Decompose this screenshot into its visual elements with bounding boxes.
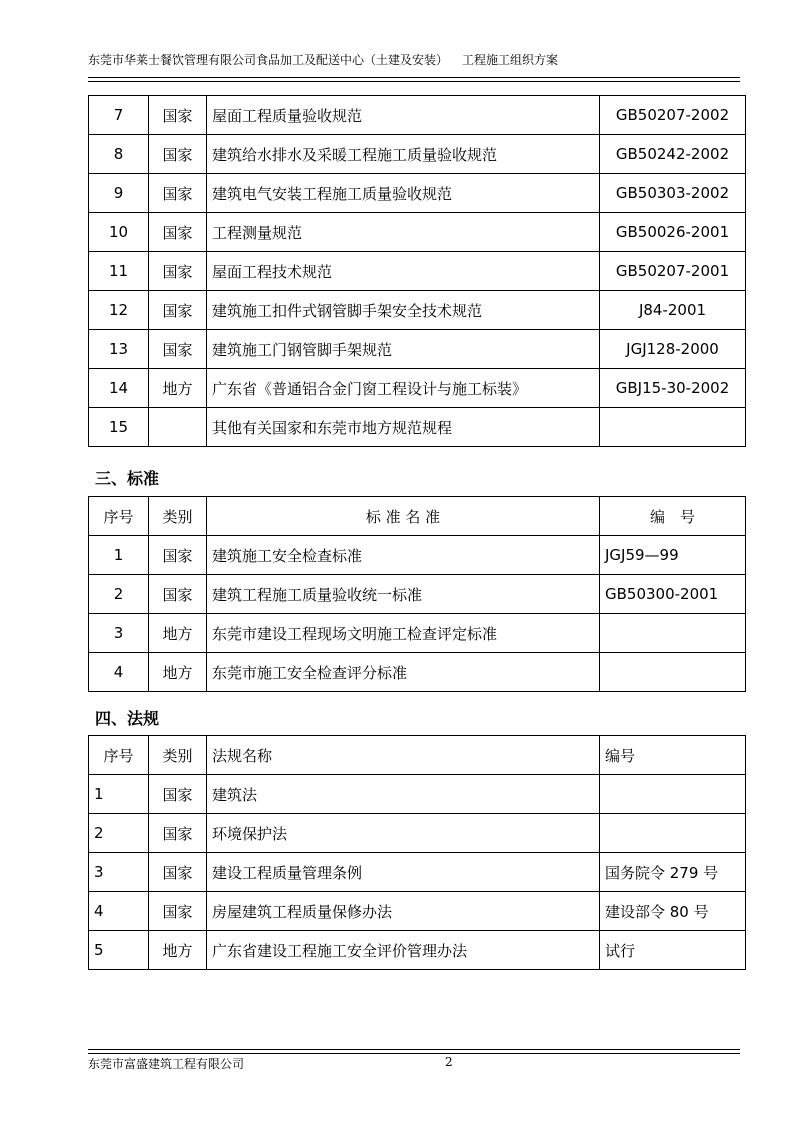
cell-no: 4 [89, 653, 149, 692]
cell-category: 国家 [149, 330, 207, 369]
table-row [89, 814, 746, 853]
cell-code: GB50207-2001 [600, 252, 746, 291]
cell-name: 建筑施工安全检查标准 [207, 536, 600, 575]
col-header-name: 法规名称 [207, 736, 600, 775]
cell-no: 10 [89, 213, 149, 252]
cell-no: 5 [89, 931, 149, 970]
page-footer [88, 1055, 740, 1072]
cell-category: 国家 [149, 96, 207, 135]
header-rule [88, 77, 740, 82]
cell-name: 建筑施工门钢管脚手架规范 [207, 330, 600, 369]
cell-no: 1 [89, 775, 149, 814]
cell-name: 其他有关国家和东莞市地方规范规程 [207, 408, 600, 447]
cell-no: 2 [89, 575, 149, 614]
cell-code: 国务院令 279 号 [600, 853, 746, 892]
cell-code [600, 614, 746, 653]
cell-category: 国家 [149, 892, 207, 931]
table-row [89, 135, 746, 174]
cell-name: 建筑工程施工质量验收统一标准 [207, 575, 600, 614]
cell-no: 13 [89, 330, 149, 369]
cell-category: 国家 [149, 213, 207, 252]
col-header-no: 序号 [89, 497, 149, 536]
regulations-header-row [89, 736, 746, 775]
cell-no: 9 [89, 174, 149, 213]
cell-name: 广东省《普通铝合金门窗工程设计与施工标装》 [207, 369, 600, 408]
table-row [89, 96, 746, 135]
page-header [88, 52, 740, 68]
cell-code: 建设部令 80 号 [600, 892, 746, 931]
table-row [89, 575, 746, 614]
page-number: 2 [445, 1055, 453, 1069]
cell-name: 建筑给水排水及采暖工程施工质量验收规范 [207, 135, 600, 174]
col-header-category: 类别 [149, 736, 207, 775]
cell-name: 房屋建筑工程质量保修办法 [207, 892, 600, 931]
table-row [89, 408, 746, 447]
regulations-section-title: 四、法规 [95, 709, 160, 728]
cell-code: GB50026-2001 [600, 213, 746, 252]
cell-no: 12 [89, 291, 149, 330]
cell-name: 建筑施工扣件式钢管脚手架安全技术规范 [207, 291, 600, 330]
cell-name: 建筑电气安装工程施工质量验收规范 [207, 174, 600, 213]
cell-name: 建设工程质量管理条例 [207, 853, 600, 892]
col-header-name: 标 准 名 准 [207, 497, 600, 536]
cell-code [600, 814, 746, 853]
cell-code: JGJ59—99 [600, 536, 746, 575]
col-header-code: 编 号 [600, 497, 746, 536]
table-row [89, 892, 746, 931]
cell-category: 国家 [149, 252, 207, 291]
cell-code: GB50242-2002 [600, 135, 746, 174]
cell-no: 3 [89, 614, 149, 653]
standards-header-row [89, 497, 746, 536]
cell-code: JGJ128-2000 [600, 330, 746, 369]
cell-name: 工程测量规范 [207, 213, 600, 252]
cell-category [149, 408, 207, 447]
cell-code [600, 408, 746, 447]
table-row [89, 252, 746, 291]
cell-name: 东莞市施工安全检查评分标准 [207, 653, 600, 692]
cell-code [600, 653, 746, 692]
standards-table [88, 496, 746, 692]
specs-table [88, 95, 746, 447]
cell-category: 国家 [149, 814, 207, 853]
cell-code: GB50207-2002 [600, 96, 746, 135]
cell-no: 11 [89, 252, 149, 291]
cell-no: 7 [89, 96, 149, 135]
footer-rule [88, 1049, 740, 1054]
table-row [89, 931, 746, 970]
cell-code: 试行 [600, 931, 746, 970]
cell-name: 建筑法 [207, 775, 600, 814]
cell-no: 2 [89, 814, 149, 853]
table-row [89, 536, 746, 575]
cell-category: 国家 [149, 775, 207, 814]
col-header-no: 序号 [89, 736, 149, 775]
cell-category: 地方 [149, 614, 207, 653]
table-row [89, 653, 746, 692]
cell-category: 地方 [149, 653, 207, 692]
cell-category: 国家 [149, 853, 207, 892]
footer-company: 东莞市富盛建筑工程有限公司 [88, 1057, 245, 1071]
cell-name: 屋面工程质量验收规范 [207, 96, 600, 135]
col-header-category: 类别 [149, 497, 207, 536]
cell-name: 广东省建设工程施工安全评价管理办法 [207, 931, 600, 970]
table-row [89, 775, 746, 814]
table-row [89, 369, 746, 408]
cell-category: 地方 [149, 931, 207, 970]
cell-code: J84-2001 [600, 291, 746, 330]
col-header-code: 编号 [600, 736, 746, 775]
table-row [89, 213, 746, 252]
table-row [89, 291, 746, 330]
cell-code: GB50303-2002 [600, 174, 746, 213]
header-document-title: 工程施工组织方案 [462, 53, 559, 67]
cell-no: 1 [89, 536, 149, 575]
cell-category: 国家 [149, 174, 207, 213]
cell-code [600, 775, 746, 814]
cell-no: 8 [89, 135, 149, 174]
cell-no: 15 [89, 408, 149, 447]
cell-category: 地方 [149, 369, 207, 408]
cell-category: 国家 [149, 135, 207, 174]
regulations-table [88, 735, 746, 970]
cell-category: 国家 [149, 575, 207, 614]
cell-category: 国家 [149, 291, 207, 330]
cell-name: 东莞市建设工程现场文明施工检查评定标准 [207, 614, 600, 653]
table-row [89, 330, 746, 369]
cell-category: 国家 [149, 536, 207, 575]
table-row [89, 853, 746, 892]
cell-no: 3 [89, 853, 149, 892]
table-row [89, 614, 746, 653]
cell-code: GB50300-2001 [600, 575, 746, 614]
cell-name: 屋面工程技术规范 [207, 252, 600, 291]
cell-name: 环境保护法 [207, 814, 600, 853]
table-row [89, 174, 746, 213]
header-project-title: 东莞市华莱士餐饮管理有限公司食品加工及配送中心（土建及安装） [88, 53, 449, 67]
standards-section-title: 三、标准 [95, 469, 160, 488]
cell-code: GBJ15-30-2002 [600, 369, 746, 408]
cell-no: 14 [89, 369, 149, 408]
cell-no: 4 [89, 892, 149, 931]
